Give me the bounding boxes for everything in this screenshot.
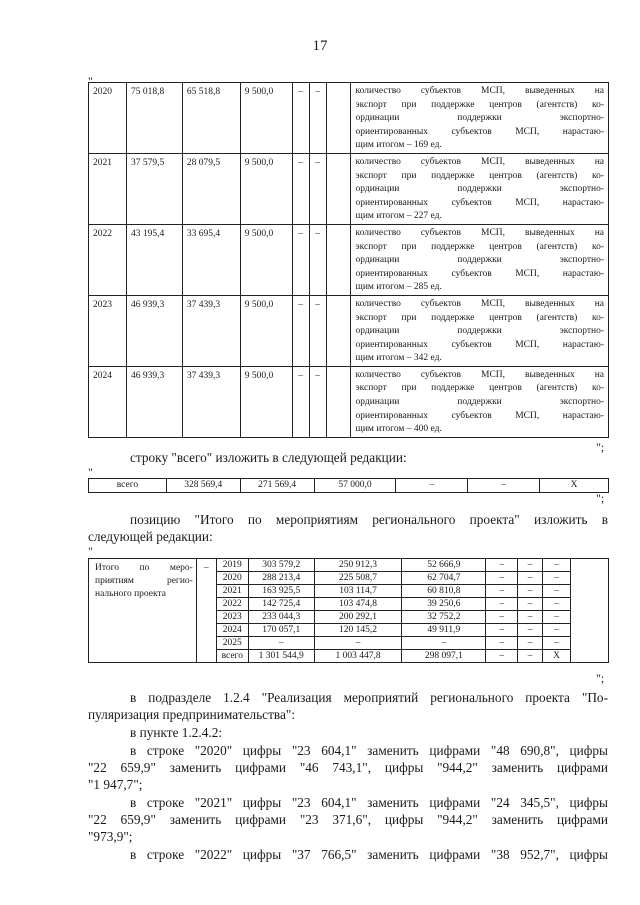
itogo-value-2: 225 508,7 bbox=[314, 572, 402, 585]
itogo-value-3: 62 704,7 bbox=[402, 572, 486, 585]
measure-row bbox=[89, 366, 609, 437]
itogo-dash-1: – bbox=[486, 585, 518, 598]
measure-row bbox=[89, 83, 609, 154]
body-line-7: в строке "2021" цифры "23 604,1" заменить цифрами "24 345,5", цифры bbox=[130, 795, 608, 810]
itogo-value-1: 170 057,1 bbox=[248, 624, 314, 637]
description-line: экспорт при поддержке центров (агентств) ко- bbox=[355, 241, 604, 252]
total-value-2: 271 569,4 bbox=[240, 479, 314, 493]
itogo-value-1: – bbox=[248, 637, 314, 650]
itogo-dash-3: – bbox=[543, 598, 571, 611]
measure-value-1: 46 939,3 bbox=[126, 295, 182, 366]
itogo-value-3: 39 250,6 bbox=[402, 598, 486, 611]
itogo-year: 2024 bbox=[216, 624, 248, 637]
description-line: количество субъектов МСП, выведенных на bbox=[355, 227, 604, 238]
measure-value-2: 28 079,5 bbox=[182, 153, 240, 224]
itogo-value-1: 1 301 544,9 bbox=[248, 650, 314, 663]
itogo-empty-cell bbox=[571, 559, 609, 663]
measure-value-3: 9 500,0 bbox=[240, 224, 292, 295]
close-quote-2: "; bbox=[596, 491, 605, 505]
description-line: щим итогом – 400 ед. bbox=[355, 424, 442, 435]
description-line: ориентированных субъектов МСП, нарастаю- bbox=[355, 410, 604, 421]
itogo-dash-3: – bbox=[543, 611, 571, 624]
open-quote-1: " bbox=[88, 74, 93, 88]
body-line-1: в подразделе 1.2.4 "Реализация мероприятий регионального проекта "По- bbox=[130, 690, 608, 705]
measure-empty-cell bbox=[326, 224, 350, 295]
itogo-year: 2021 bbox=[216, 585, 248, 598]
measure-value-1: 43 195,4 bbox=[126, 224, 182, 295]
open-quote-2: " bbox=[88, 465, 93, 479]
description-line: экспорт при поддержке центров (агентств) ко- bbox=[355, 312, 604, 323]
itogo-dash-2: – bbox=[518, 572, 543, 585]
description-line: количество субъектов МСП, выведенных на bbox=[355, 86, 604, 96]
measure-description bbox=[350, 366, 608, 437]
itogo-dash-3: – bbox=[543, 585, 571, 598]
description-line: щим итогом – 285 ед. bbox=[355, 282, 442, 293]
itogo-dash-1: – bbox=[486, 572, 518, 585]
description-line: ориентированных субъектов МСП, нарастаю- bbox=[355, 339, 604, 350]
itogo-value-2: 103 474,8 bbox=[314, 598, 402, 611]
itogo-year: 2022 bbox=[216, 598, 248, 611]
itogo-dash-2: – bbox=[518, 637, 543, 650]
itogo-year: 2020 bbox=[216, 572, 248, 585]
itogo-table bbox=[88, 558, 609, 663]
description-line: щим итогом – 227 ед. bbox=[355, 211, 442, 222]
measure-description bbox=[350, 153, 608, 224]
itogo-value-2: – bbox=[314, 637, 402, 650]
itogo-value-2: 250 912,3 bbox=[314, 559, 402, 572]
total-x: Х bbox=[540, 479, 609, 493]
description-line: ординации поддержки экспортно- bbox=[355, 255, 604, 266]
open-quote-3: " bbox=[88, 544, 93, 558]
itogo-value-2: 200 292,1 bbox=[314, 611, 402, 624]
measure-value-1: 46 939,3 bbox=[126, 366, 182, 437]
measure-value-1: 75 018,8 bbox=[126, 83, 182, 154]
page-number: 17 bbox=[312, 38, 328, 54]
itogo-value-2: 103 114,7 bbox=[314, 585, 402, 598]
description-line: ординации поддержки экспортно- bbox=[355, 113, 604, 124]
measure-dash-2: – bbox=[309, 83, 326, 154]
measure-year: 2024 bbox=[89, 366, 127, 437]
description-line: ориентированных субъектов МСП, нарастаю- bbox=[355, 197, 604, 208]
itogo-dash: – bbox=[196, 559, 216, 663]
itogo-value-1: 303 579,2 bbox=[248, 559, 314, 572]
total-value-1: 328 569,4 bbox=[166, 479, 240, 493]
measure-dash-2: – bbox=[309, 153, 326, 224]
total-dash-1: – bbox=[396, 479, 468, 493]
measure-value-3: 9 500,0 bbox=[240, 83, 292, 154]
itogo-value-3: – bbox=[402, 637, 486, 650]
description-line: ординации поддержки экспортно- bbox=[355, 184, 604, 195]
itogo-year: 2025 bbox=[216, 637, 248, 650]
itogo-label-line: Итого по меро- bbox=[95, 563, 193, 573]
itogo-dash-1: – bbox=[486, 611, 518, 624]
measure-value-3: 9 500,0 bbox=[240, 366, 292, 437]
measure-dash-1: – bbox=[292, 366, 309, 437]
measure-dash-1: – bbox=[292, 224, 309, 295]
itogo-year: всего bbox=[216, 650, 248, 663]
total-table bbox=[88, 478, 609, 493]
measure-row bbox=[89, 295, 609, 366]
measure-dash-2: – bbox=[309, 295, 326, 366]
itogo-value-1: 142 725,4 bbox=[248, 598, 314, 611]
itogo-dash-3: – bbox=[543, 637, 571, 650]
description-line: экспорт при поддержке центров (агентств) ко- bbox=[355, 99, 604, 110]
measure-dash-2: – bbox=[309, 366, 326, 437]
measure-value-2: 37 439,3 bbox=[182, 366, 240, 437]
itogo-value-3: 49 911,9 bbox=[402, 624, 486, 637]
measure-dash-1: – bbox=[292, 295, 309, 366]
measure-year: 2022 bbox=[89, 224, 127, 295]
instruction-itogo-2: следующей редакции: bbox=[88, 529, 213, 544]
total-value-3: 57 000,0 bbox=[314, 479, 396, 493]
itogo-label-line: приятиям регио- bbox=[95, 576, 193, 586]
measure-year: 2021 bbox=[89, 153, 127, 224]
body-line-4: в строке "2020" цифры "23 604,1" заменить цифрами "48 690,8", цифры bbox=[130, 743, 608, 758]
itogo-value-2: 1 003 447,8 bbox=[314, 650, 402, 663]
itogo-dash-3: – bbox=[543, 559, 571, 572]
measure-year: 2020 bbox=[89, 83, 127, 154]
itogo-value-2: 120 145,2 bbox=[314, 624, 402, 637]
measure-dash-1: – bbox=[292, 153, 309, 224]
measure-value-2: 65 518,8 bbox=[182, 83, 240, 154]
description-line: щим итогом – 342 ед. bbox=[355, 353, 442, 364]
measure-dash-1: – bbox=[292, 83, 309, 154]
itogo-dash-1: – bbox=[486, 559, 518, 572]
body-line-10: в строке "2022" цифры "37 766,5" заменить цифрами "38 952,7", цифры bbox=[130, 847, 608, 862]
body-line-3: в пункте 1.2.4.2: bbox=[130, 725, 223, 740]
itogo-value-3: 32 752,2 bbox=[402, 611, 486, 624]
description-line: количество субъектов МСП, выведенных на bbox=[355, 298, 604, 309]
itogo-dash-3: – bbox=[543, 624, 571, 637]
description-line: ориентированных субъектов МСП, нарастаю- bbox=[355, 268, 604, 279]
description-line: количество субъектов МСП, выведенных на bbox=[355, 156, 604, 167]
itogo-dash-1: – bbox=[486, 598, 518, 611]
measure-row bbox=[89, 224, 609, 295]
close-quote-1: "; bbox=[596, 440, 605, 454]
itogo-label bbox=[89, 559, 197, 663]
itogo-value-3: 52 666,9 bbox=[402, 559, 486, 572]
measure-description bbox=[350, 83, 608, 154]
body-line-9: "973,9"; bbox=[88, 829, 133, 844]
itogo-value-3: 298 097,1 bbox=[402, 650, 486, 663]
itogo-value-3: 60 810,8 bbox=[402, 585, 486, 598]
measure-empty-cell bbox=[326, 153, 350, 224]
itogo-label-line: нального проекта bbox=[95, 589, 166, 599]
total-label: всего bbox=[89, 479, 167, 493]
description-line: экспорт при поддержке центров (агентств) ко- bbox=[355, 383, 604, 394]
itogo-row bbox=[89, 559, 609, 572]
itogo-dash-2: – bbox=[518, 559, 543, 572]
instruction-itogo-1: позицию "Итого по мероприятиям регионального проекта" изложить в bbox=[130, 512, 608, 527]
itogo-dash-2: – bbox=[518, 624, 543, 637]
itogo-dash-1: – bbox=[486, 624, 518, 637]
instruction-total: строку "всего" изложить в следующей редакции: bbox=[130, 450, 407, 465]
body-line-2: пуляризация предпринимательства": bbox=[88, 707, 296, 722]
description-line: ординации поддержки экспортно- bbox=[355, 326, 604, 337]
body-line-8: "22 659,9" заменить цифрами "23 371,6", цифры "944,2" заменить цифрами bbox=[88, 812, 608, 827]
measure-description bbox=[350, 295, 608, 366]
itogo-year: 2019 bbox=[216, 559, 248, 572]
measure-empty-cell bbox=[326, 295, 350, 366]
total-dash-2: – bbox=[468, 479, 540, 493]
itogo-dash-3: Х bbox=[543, 650, 571, 663]
measure-value-3: 9 500,0 bbox=[240, 295, 292, 366]
itogo-dash-1: – bbox=[486, 637, 518, 650]
itogo-value-1: 163 925,5 bbox=[248, 585, 314, 598]
description-line: щим итогом – 169 ед. bbox=[355, 140, 442, 151]
itogo-dash-2: – bbox=[518, 585, 543, 598]
description-line: экспорт при поддержке центров (агентств) ко- bbox=[355, 170, 604, 181]
measure-empty-cell bbox=[326, 83, 350, 154]
measure-row bbox=[89, 153, 609, 224]
description-line: ординации поддержки экспортно- bbox=[355, 397, 604, 408]
itogo-dash-2: – bbox=[518, 611, 543, 624]
itogo-value-1: 288 213,4 bbox=[248, 572, 314, 585]
body-line-6: "1 947,7"; bbox=[88, 777, 143, 792]
measure-value-3: 9 500,0 bbox=[240, 153, 292, 224]
itogo-dash-2: – bbox=[518, 650, 543, 663]
body-line-5: "22 659,9" заменить цифрами "46 743,1", цифры "944,2" заменить цифрами bbox=[88, 760, 608, 775]
measures-table bbox=[88, 82, 609, 438]
description-line: ориентированных субъектов МСП, нарастаю- bbox=[355, 126, 604, 137]
total-row bbox=[89, 479, 609, 493]
itogo-dash-3: – bbox=[543, 572, 571, 585]
measure-value-1: 37 579,5 bbox=[126, 153, 182, 224]
itogo-dash-1: – bbox=[486, 650, 518, 663]
measure-value-2: 37 439,3 bbox=[182, 295, 240, 366]
itogo-value-1: 233 044,3 bbox=[248, 611, 314, 624]
measure-year: 2023 bbox=[89, 295, 127, 366]
measure-value-2: 33 695,4 bbox=[182, 224, 240, 295]
itogo-dash-2: – bbox=[518, 598, 543, 611]
description-line: количество субъектов МСП, выведенных на bbox=[355, 369, 604, 380]
close-quote-3: "; bbox=[596, 671, 605, 685]
itogo-year: 2023 bbox=[216, 611, 248, 624]
measure-dash-2: – bbox=[309, 224, 326, 295]
measure-empty-cell bbox=[326, 366, 350, 437]
measure-description bbox=[350, 224, 608, 295]
